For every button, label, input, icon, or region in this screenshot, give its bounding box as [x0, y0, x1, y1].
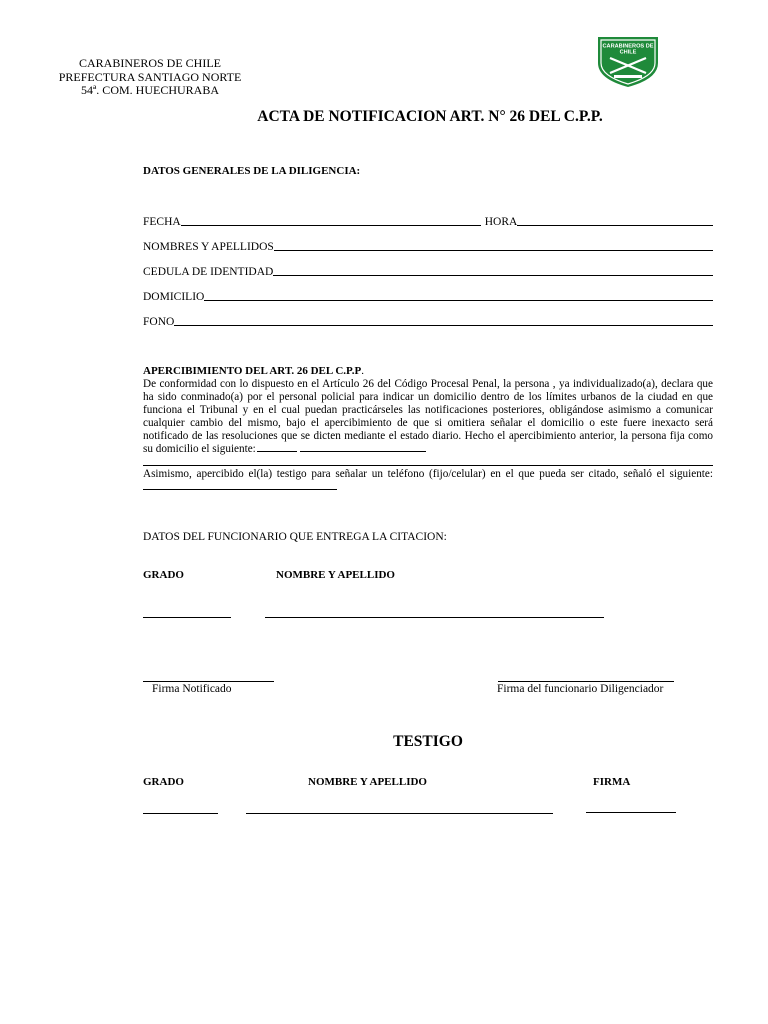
institution-header: [50, 57, 250, 98]
telefono-paragraph: [143, 468, 713, 494]
testigo-grado-label: GRADO: [143, 776, 184, 788]
domicilio-row: [143, 289, 713, 303]
telefono-field[interactable]: [143, 489, 337, 490]
apercibimiento-text: De conformidad con lo dispuesto en el Artículo 26 del Código Procesal Penal, la persona , ya individualizado(a), declara que ha sido conminado(a) por el personal policial para indicar un domicilio dentro de los límites urbanos de la ciudad en que funciona el Tribunal y en el cual puedan practicárseles las notificaciones posteriores, obligándose asimismo a comunicar cualquier cambio del mismo, bajo el apercibimiento de que si omitiera señalar el domicilio o este fuere inexacto será notificado de las resoluciones que se dicten mediante el estado diario. Hecho el apercibimiento anterior, la persona fija como su domicilio el siguiente:: [143, 378, 713, 455]
domicilio-fijado-line[interactable]: [143, 465, 713, 466]
carabineros-shield-icon: [592, 33, 664, 89]
fecha-hora-row: [143, 214, 713, 228]
domicilio-fijado-field-1[interactable]: [257, 451, 297, 452]
fono-row: [143, 314, 713, 328]
firma-funcionario-label: Firma del funcionario Diligenciador: [497, 683, 664, 695]
firma-funcionario-line[interactable]: [498, 681, 674, 682]
nombres-label: NOMBRES Y APELLIDOS: [143, 241, 274, 253]
firma-notificado-line[interactable]: [143, 681, 274, 682]
testigo-firma-field[interactable]: [586, 812, 676, 813]
cedula-field[interactable]: [273, 275, 713, 276]
testigo-grado-field[interactable]: [143, 813, 218, 814]
funcionario-nombre-label: NOMBRE Y APELLIDO: [276, 569, 395, 581]
nombres-row: [143, 239, 713, 253]
header-line-3: 54ª. COM. HUECHURABA: [81, 83, 219, 97]
domicilio-field[interactable]: [204, 300, 713, 301]
funcionario-grado-field[interactable]: [143, 617, 231, 618]
fono-field[interactable]: [174, 325, 713, 326]
apercibimiento-heading: [143, 365, 364, 377]
hora-field[interactable]: [517, 225, 713, 226]
testigo-heading: TESTIGO: [393, 733, 463, 750]
testigo-nombre-field[interactable]: [246, 813, 553, 814]
document-title: ACTA DE NOTIFICACION ART. N° 26 DEL C.P.P.: [257, 108, 603, 125]
logo-text-bottom: CHILE: [619, 49, 637, 56]
apercibimiento-heading-text: APERCIBIMIENTO DEL ART. 26 DEL C.P.P: [143, 365, 362, 377]
cedula-label: CEDULA DE IDENTIDAD: [143, 266, 274, 278]
hora-label: HORA: [484, 216, 518, 228]
apercibimiento-body: [143, 378, 713, 456]
cedula-row: [143, 264, 713, 278]
section-general-heading: DATOS GENERALES DE LA DILIGENCIA:: [143, 165, 361, 177]
fono-label: FONO: [143, 316, 175, 328]
nombres-field[interactable]: [274, 250, 713, 251]
funcionario-nombre-field[interactable]: [265, 617, 604, 618]
telefono-text: Asimismo, apercibido el(la) testigo para señalar un teléfono (fijo/celular) en el que pueda ser citado, señaló el siguiente:: [143, 468, 713, 480]
header-line-1: CARABINEROS DE CHILE: [78, 56, 221, 70]
domicilio-label: DOMICILIO: [143, 291, 205, 303]
logo-text-top: CARABINEROS DE: [602, 43, 654, 50]
fecha-field[interactable]: [181, 225, 481, 226]
testigo-firma-label: FIRMA: [593, 776, 631, 788]
fecha-label: FECHA: [143, 216, 181, 228]
testigo-nombre-label: NOMBRE Y APELLIDO: [308, 776, 427, 788]
funcionario-grado-label: GRADO: [143, 569, 184, 581]
domicilio-fijado-field-2[interactable]: [300, 451, 426, 452]
firma-notificado-label: Firma Notificado: [152, 683, 232, 695]
apercibimiento-heading-suffix: .: [361, 365, 364, 377]
header-line-2: PREFECTURA SANTIAGO NORTE: [58, 69, 242, 84]
funcionario-heading: DATOS DEL FUNCIONARIO QUE ENTREGA LA CITACION:: [143, 531, 447, 543]
